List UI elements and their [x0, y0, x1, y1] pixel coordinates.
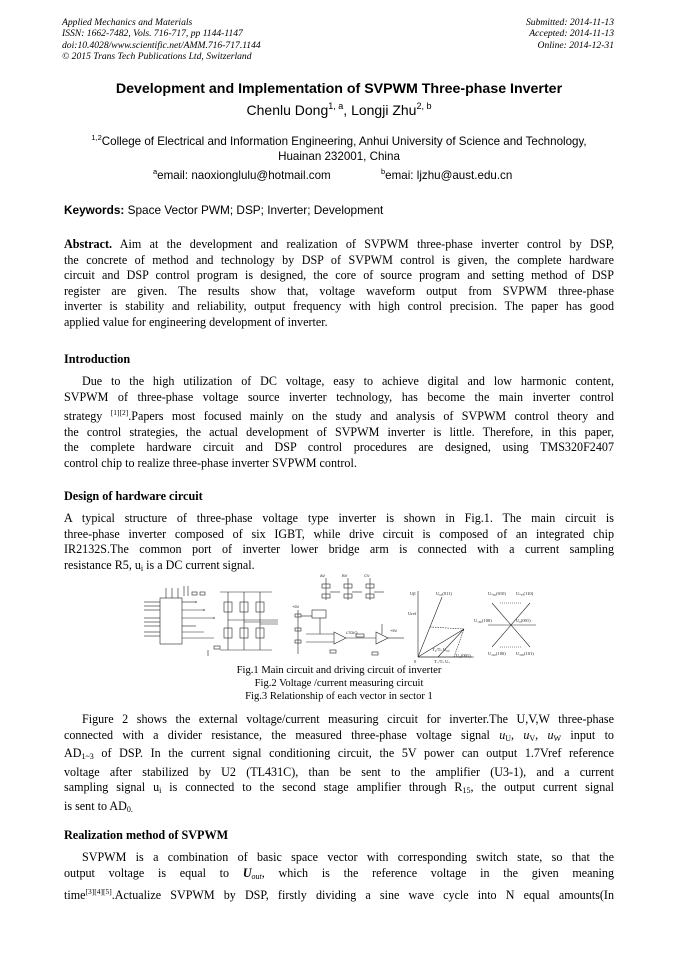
- accepted-date: Accepted: 2014-11-13: [529, 28, 614, 40]
- measure-line: [64, 799, 614, 818]
- citation-ref[interactable]: [1][2]: [110, 408, 129, 418]
- svpwm-text: .Actualize SVPWM by DSP, firstly dividing a sine wave cycle into N equal amounts(In: [111, 888, 614, 903]
- section-heading-svpwm: Realization method of SVPWM: [64, 828, 229, 842]
- intro-line: the control strategies, the actual development of SVPWM inverter is little. Therefore, in this paper,: [64, 424, 614, 439]
- abstract-line: the concrete of method and technology by DSP of SVPWM control is given, the complete hardware: [64, 252, 614, 267]
- citation-ref[interactable]: [3][4][5]: [85, 887, 112, 897]
- abstract: [64, 237, 614, 331]
- intro-line: control chip to realize three-phase inverter SVPWM control.: [64, 455, 357, 470]
- keywords-label: Keywords:: [64, 203, 125, 217]
- measuring-paragraph: [64, 712, 614, 818]
- svg-text:+5V: +5V: [390, 628, 398, 633]
- hardware-sub: i: [140, 563, 144, 573]
- var-w: u: [547, 727, 554, 742]
- abstract-line: circuit and DSP control program is designed, the core of source program and setting method of DSP: [64, 268, 614, 283]
- author-1-affil: 1, a: [328, 101, 344, 111]
- fig3-hex-bottom-left: U₂₄₀(100): [488, 651, 506, 656]
- author-separator: ,: [343, 102, 352, 118]
- fig3-beta-axis: Uβ: [410, 591, 416, 596]
- journal-name: Applied Mechanics and Materials: [62, 17, 193, 28]
- measure-text: , the output current signal: [470, 780, 615, 795]
- measure-text: ,: [511, 727, 524, 742]
- abstract-label: Abstract.: [64, 237, 113, 251]
- var-v: u: [523, 727, 530, 742]
- issn-line: ISSN: 1662-7482, Vols. 716-717, pp 1144-1147: [62, 28, 243, 40]
- var-uout: U: [242, 865, 252, 880]
- svpwm-line: [64, 866, 614, 885]
- email-b-sup: b: [381, 167, 386, 176]
- email-b-text: emai: ljzhu@aust.edu.cn: [385, 169, 513, 182]
- intro-line: [64, 405, 614, 425]
- fig2-measuring-circuit-diagram: [290, 572, 418, 664]
- measure-text: sampling signal u: [64, 780, 160, 795]
- ad-sub: 1~3: [81, 752, 94, 762]
- email-a[interactable]: [153, 167, 331, 182]
- r15-sub: 15: [462, 786, 471, 796]
- copyright-line: © 2015 Trans Tech Publications Ltd, Switzerland: [62, 51, 252, 63]
- var-uout-sub: out: [251, 871, 262, 881]
- svpwm-line: SVPWM is a combination of basic space vector with corresponding switch state, so that the: [82, 850, 614, 864]
- fig1-main-circuit-diagram: [144, 584, 280, 660]
- online-date: Online: 2014-12-31: [537, 39, 614, 51]
- affiliation-sup: 1,2: [91, 133, 102, 142]
- ui-sub: i: [159, 786, 162, 796]
- author-line: [40, 101, 638, 118]
- keywords-text: Space Vector PWM; DSP; Inverter; Development: [124, 203, 384, 217]
- paper-title: Development and Implementation of SVPWM Three-phase Inverter: [115, 81, 563, 97]
- measure-text: input to: [561, 727, 614, 742]
- hardware-line: IR2132S.The common port of inverter lower bridge arm is connected with a current sampling: [64, 542, 614, 557]
- measure-text: of DSP. In the current signal conditioning circuit, the 5V power can output 1.7Vref reference: [93, 746, 614, 761]
- svpwm-line: [64, 884, 614, 904]
- svg-text:CV: CV: [364, 573, 370, 578]
- fig3-hex-right: U₀(001): [516, 618, 531, 623]
- dates-header: [526, 17, 614, 51]
- fig3-origin-label: 0: [414, 659, 417, 663]
- fig2-caption: Fig.2 Voltage /current measuring circuit: [254, 678, 424, 689]
- author-2-affil: 2, b: [416, 101, 432, 111]
- measure-text: ,: [535, 727, 548, 742]
- abstract-line: applied value for engineering development of inverter.: [64, 314, 328, 329]
- section-heading-hardware: Design of hardware circuit: [64, 489, 203, 503]
- intro-line: Due to the high utilization of DC voltage, easy to achieve digital and low harmonic content,: [82, 374, 614, 388]
- fig3-hex-bottom-right: U₃₀₀(101): [516, 651, 534, 656]
- intro-text: strategy: [64, 409, 111, 424]
- intro-line: SVPWM of three-phase voltage source inverter technology, has become the main inverter control: [64, 389, 614, 404]
- hardware-text: resistance R5, u: [64, 557, 141, 572]
- svpwm-text: time: [64, 888, 86, 903]
- abstract-text: Aim at the development and realization of SVPWM three-phase inverter control by DSP,: [112, 237, 614, 251]
- svg-text:AV: AV: [320, 573, 326, 578]
- journal-header: [62, 17, 261, 63]
- fig1-caption: Fig.1 Main circuit and driving circuit of inverter: [236, 665, 442, 676]
- introduction-paragraph: [64, 374, 614, 472]
- fig3-uref-label: Uref: [408, 611, 417, 616]
- svg-text:+5V: +5V: [292, 604, 300, 609]
- measure-line: [64, 780, 614, 799]
- affiliation-line-2: Huainan 232001, China: [278, 150, 400, 163]
- measure-text: AD: [64, 746, 82, 761]
- svpwm-text: output voltage is equal to: [64, 865, 243, 880]
- abstract-line: [64, 237, 614, 253]
- measure-line: Figure 2 shows the external voltage/current measuring circuit for inverter.The U,V,W three-phase: [82, 712, 614, 726]
- affiliation-line-1: College of Electrical and Information Engineering, Anhui University of Science and Technology,: [101, 135, 587, 148]
- figure-captions: [0, 664, 678, 703]
- doi-line: doi:10.4028/www.scientific.net/AMM.716-717.1144: [62, 39, 261, 51]
- abstract-line: inverter is stability and reliability, output frequency with high control precision. The paper has good: [64, 299, 614, 314]
- measure-line: voltage after stabilized by U2 (TL431C), than be sent to the amplifier (U3-1), and a current: [64, 764, 614, 779]
- email-b[interactable]: [381, 167, 512, 182]
- section-heading-introduction: Introduction: [64, 352, 131, 366]
- measure-line: [64, 728, 614, 747]
- fig3-t2-label: T₂/Tₛ U₆₀: [432, 647, 450, 652]
- author-2: Longji Zhu: [351, 102, 417, 118]
- measure-text: is connected to the second stage amplifier through R: [161, 780, 463, 795]
- fig3-u60-label: U₆₀(011): [436, 591, 452, 596]
- fig3-hex-top-left: Uₛ₀₀(010): [488, 591, 506, 596]
- fig3-t1-label: T₁/Tₛ U₀: [434, 659, 450, 663]
- var-u-sub: U: [505, 733, 512, 743]
- submitted-date: Submitted: 2014-11-13: [525, 17, 614, 28]
- var-v-sub: V: [529, 733, 536, 743]
- svpwm-paragraph: [64, 850, 614, 904]
- measure-line: [64, 746, 614, 765]
- email-a-sup: a: [153, 167, 158, 176]
- ad0-sub: 0.: [126, 804, 133, 814]
- svpwm-text: , which is the reference voltage in the given meaning: [261, 865, 614, 880]
- author-1: Chenlu Dong: [246, 102, 329, 118]
- affiliation: [70, 130, 608, 164]
- svg-text:BV: BV: [342, 573, 348, 578]
- intro-text: .Papers most focused mainly on the study and analysis of SVPWM control theory and: [128, 409, 614, 424]
- var-w-sub: W: [553, 733, 562, 743]
- keywords: [64, 203, 383, 217]
- fig3-caption: Fig.3 Relationship of each vector in sector 1: [245, 691, 433, 702]
- hardware-text: is a DC current signal.: [143, 557, 255, 572]
- fig3-hex-top-right: Uₛₓₓ(110): [516, 591, 534, 596]
- fig3-vector-diagram: [408, 585, 538, 663]
- measure-text: is sent to AD: [64, 798, 127, 813]
- var-u: u: [499, 727, 506, 742]
- measure-text: connected with a divider resistance, the measured three-phase voltage signal: [64, 727, 500, 742]
- email-a-text: email: naoxionglulu@hotmail.com: [157, 169, 331, 182]
- hardware-line: three-phase inverter composed of six IGBT, while drive circuit is composed of an integrated chip: [64, 526, 614, 541]
- hardware-line: A typical structure of three-phase voltage type inverter is shown in Fig.1. The main circuit is: [64, 511, 614, 525]
- abstract-line: register are given. The results show that, voltage waveform output from SVPWM three-phase: [64, 283, 614, 298]
- intro-line: the complete hardware circuit and DSP control procedures are designed, using TMS320F2407: [64, 440, 614, 455]
- fig3-u0-label: U₀(001): [456, 653, 471, 658]
- hardware-paragraph: [64, 511, 614, 576]
- svg-text:LTDIO: LTDIO: [346, 630, 358, 635]
- ir2132-chip: [160, 598, 182, 644]
- fig3-hex-left: U₁₈₀(100): [474, 618, 492, 623]
